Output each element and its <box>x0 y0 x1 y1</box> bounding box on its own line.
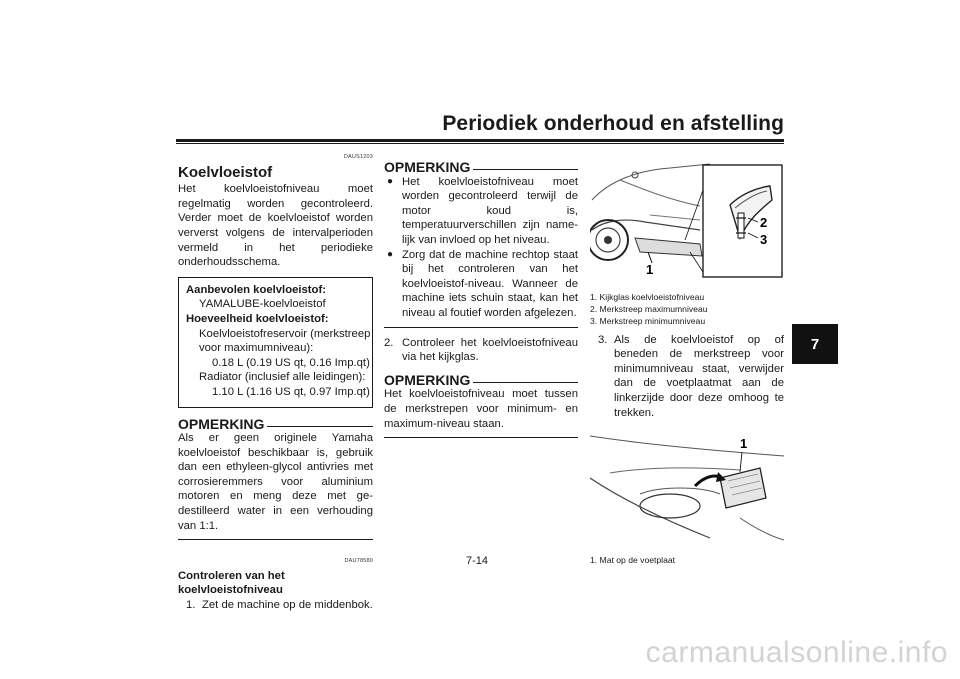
spec-value: Radiator (inclusief alle leidingen): <box>199 371 366 384</box>
note-end-rule <box>384 327 578 328</box>
note-header <box>384 160 578 175</box>
note-end-rule <box>178 539 373 540</box>
spec-label: Aanbevolen koelvloeistof: <box>186 283 326 296</box>
page-number: 7-14 <box>466 555 489 567</box>
note-text: Als er geen originele Yamaha koelvloeistof beschikbaar is, gebruik dan een ethyleen-glycol antivries met corrosieremmers voor aluminium motoren en meng deze met ge-destilleerd water in een verhouding van 1:1. <box>178 432 373 532</box>
note-rule <box>473 382 578 383</box>
bullet-item <box>384 248 578 321</box>
spec-value: YAMALUBE-koelvloeistof <box>199 298 326 311</box>
spec-value: 0.18 L (0.19 US qt, 0.16 Imp.qt) <box>212 356 370 369</box>
spec-value: Koelvloeistofreservoir (merkstreep <box>199 327 371 340</box>
bullet-icon: ● <box>387 175 394 187</box>
coolant-sight-glass-figure <box>590 160 784 282</box>
intro-paragraph: Het koelvloeistofniveau moet regelmatig worden gecontroleerd. Verder moet de koelvloeistof worden ververst volgens de intervalperioden vermeld in het periodieke onderhoudsschema. <box>178 183 373 269</box>
step-text: Controleer het koelvloeistofniveau via het kijkglas. <box>402 336 578 364</box>
left-column <box>178 150 373 613</box>
spec-label: Hoeveelheid koelvloeistof: <box>186 312 329 325</box>
note-text: Het koelvloeistofniveau moet tussen de merkstrepen voor minimum- en maximum-niveau staan. <box>384 388 578 430</box>
spec-value: 1.10 L (1.16 US qt, 0.97 Imp.qt) <box>212 385 370 398</box>
step-number: 3. <box>598 333 608 346</box>
middle-column <box>384 160 578 446</box>
bullet-item <box>384 175 578 248</box>
bullet-text: Het koelvloeistofniveau moet worden gecontroleerd terwijl de motor koud is, temperatuurverschillen zijn name-lijk van invloed op het niveau. <box>402 175 578 246</box>
note-end-rule <box>384 437 578 438</box>
bullet-text: Zorg dat de machine rechtop staat bij het controleren van het koelvloeistof-niveau. Wanneer de machine iets schuin staat, kan het niveau al foutief worden afgelezen. <box>402 248 578 319</box>
section-code: DAU78580 <box>344 558 373 565</box>
section-heading: Koelvloeistof <box>178 163 273 181</box>
subsection-heading: Controleren van het koelvloeistofniveau <box>178 569 285 597</box>
step-number: 2. <box>384 336 394 349</box>
callout-label: 1 <box>740 436 748 452</box>
figure-caption <box>590 291 784 327</box>
step-2 <box>384 336 578 365</box>
watermark: carmanualsonline.info <box>645 636 948 669</box>
note-header <box>178 417 373 432</box>
spec-value: voor maximumniveau): <box>199 342 314 355</box>
spec-box <box>178 277 373 408</box>
footboard-mat-figure <box>590 428 784 545</box>
header-rule-thin <box>176 143 784 144</box>
note-rule <box>473 169 578 170</box>
step-3 <box>590 333 784 421</box>
note-rule <box>267 426 373 427</box>
header-rule <box>176 139 784 142</box>
page-header-title: Periodiek onderhoud en afstelling <box>442 112 784 135</box>
section-code: DAUS1203 <box>343 154 373 160</box>
note-label: OPMERKING <box>384 371 471 388</box>
callout-label: 1 <box>646 262 654 277</box>
step-text: Als de koelvloeistof op of beneden de merkstreep voor minimumniveau staat, verwijder dan de voetplaatmat aan de linkerzijde door deze omhoog te trekken. <box>614 333 784 419</box>
note-label: OPMERKING <box>384 159 471 175</box>
note-label: OPMERKING <box>178 415 265 432</box>
step-number: 1. <box>186 599 196 612</box>
chapter-tab: 7 <box>792 324 838 364</box>
caption-line: 2. Merkstreep maximumniveau <box>590 303 708 314</box>
callout-label: 2 <box>760 215 768 230</box>
bullet-icon: ● <box>387 248 394 260</box>
step-text: Zet de machine op de middenbok. <box>202 599 373 612</box>
right-column <box>590 160 784 566</box>
step-1 <box>178 598 373 613</box>
callout-label: 3 <box>760 232 768 247</box>
note-header <box>384 373 578 388</box>
caption-line: 1. Kijkglas koelvloeistofniveau <box>590 291 705 302</box>
figure-caption: 1. Mat op de voetplaat <box>590 554 676 565</box>
caption-line: 3. Merkstreep minimumniveau <box>590 315 706 326</box>
